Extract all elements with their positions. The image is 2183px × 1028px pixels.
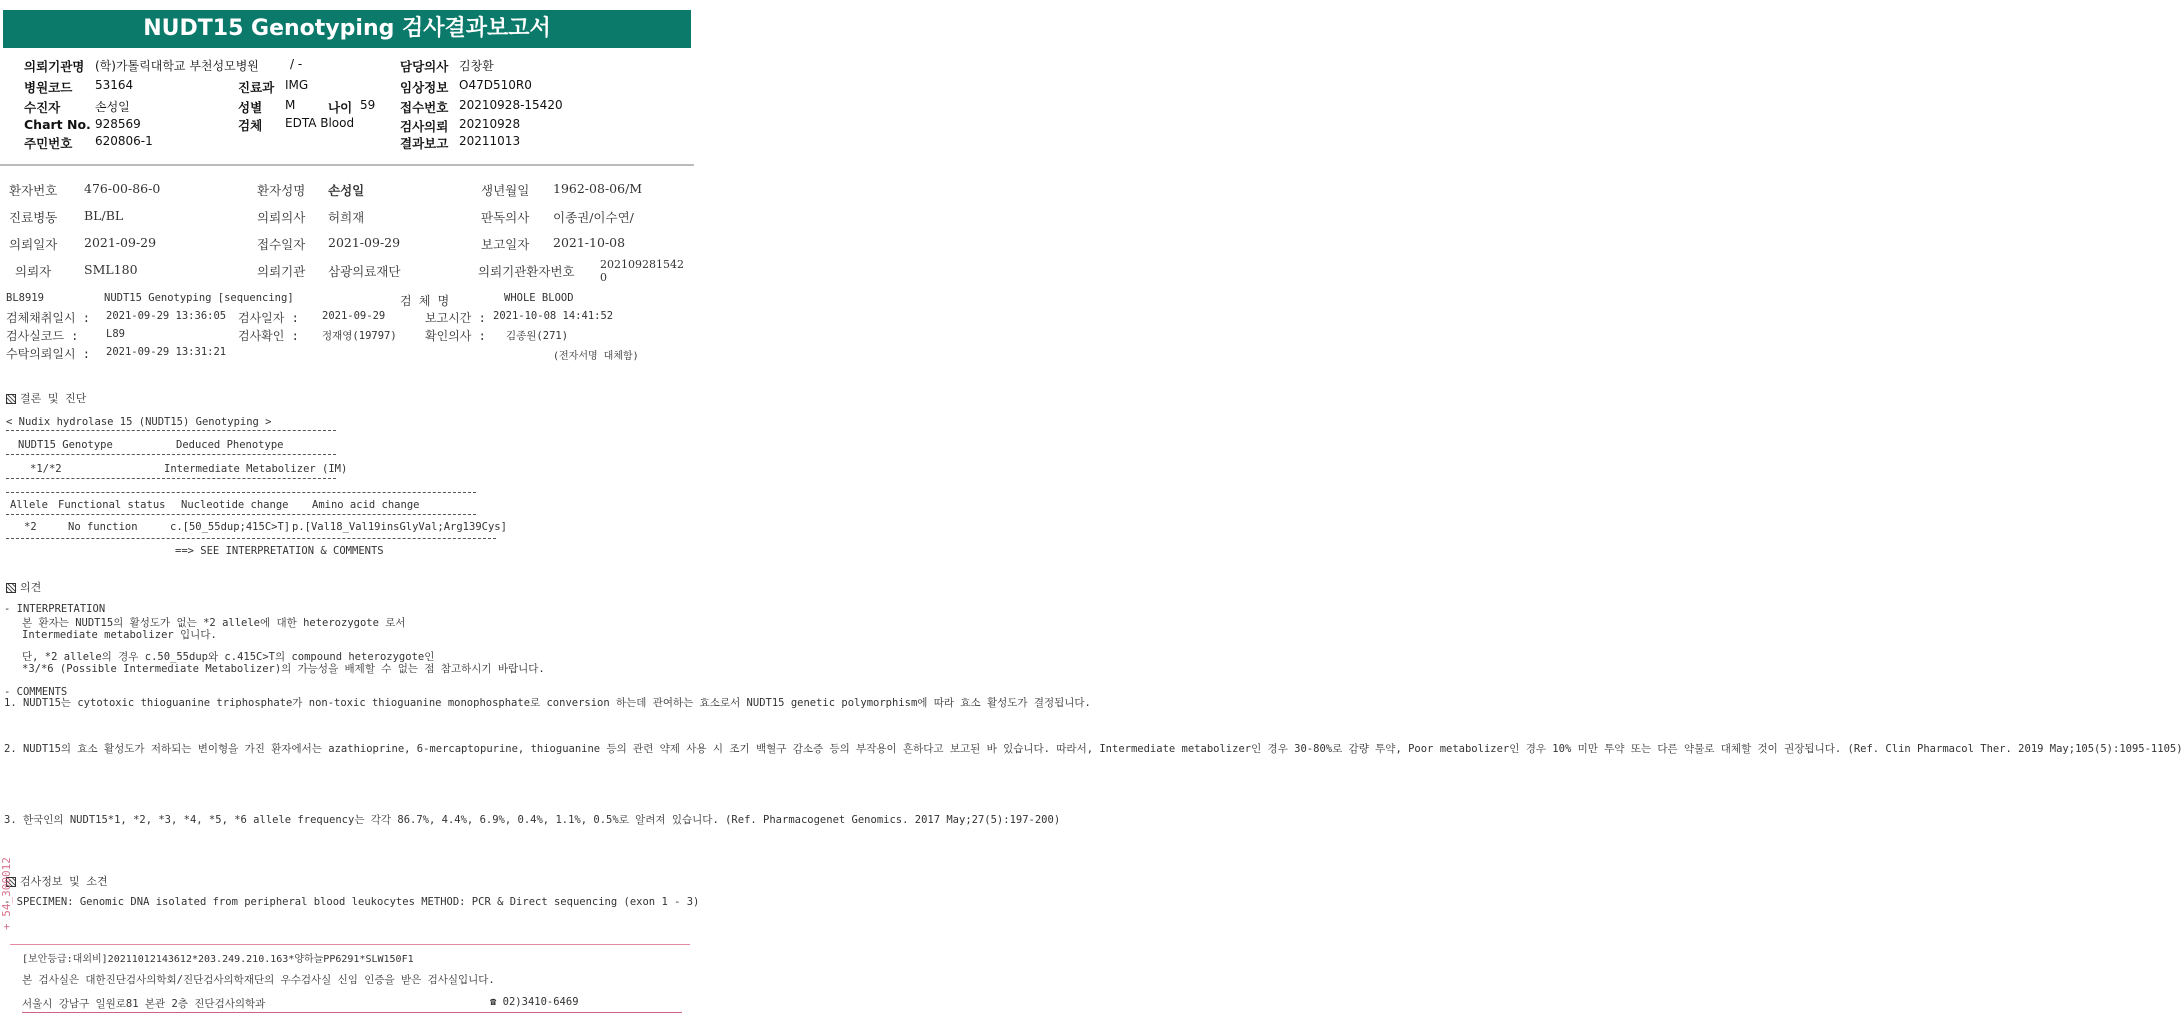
security-line: [보안등급:대외비]20211012143612*203.249.210.163*양하늘PP6291*SLW150F1 xyxy=(22,954,414,965)
rl-value: 2021-09-29 xyxy=(322,310,386,322)
phenotype-value: Intermediate Metabolizer (IM) xyxy=(164,463,348,475)
specimen-value: EDTA Blood xyxy=(285,116,355,130)
request-label: 검사의뢰 xyxy=(400,119,449,134)
rl-label: 확인의사 : xyxy=(425,329,486,343)
pi-value: 2021-10-08 xyxy=(553,235,626,250)
pi-value: SML180 xyxy=(84,262,138,277)
result-label: 결과보고 xyxy=(400,136,449,151)
patient-label: 수진자 xyxy=(24,100,61,115)
pi-value: 2021-09-29 xyxy=(328,235,401,250)
rl-label: 검사실코드 : xyxy=(6,329,79,343)
sex-value: M xyxy=(285,98,296,112)
footer-line xyxy=(10,944,690,945)
hospital-code-label: 병원코드 xyxy=(24,80,73,95)
divider xyxy=(6,454,336,455)
age-value: 59 xyxy=(360,98,376,112)
e-signature-note: (전자서명 대체함) xyxy=(553,351,639,362)
doctor-label: 담당의사 xyxy=(400,59,449,74)
interp-line: 본 환자는 NUDT15의 활성도가 없는 *2 allele에 대한 heterozygote 로서 xyxy=(22,617,406,629)
function-value: No function xyxy=(68,521,138,533)
specimen-label: 검체 xyxy=(238,118,263,133)
pi-value: 1962-08-06/M xyxy=(553,181,643,196)
pi-label: 보고일자 xyxy=(481,237,530,252)
chart-label: Chart No. xyxy=(24,117,91,132)
divider xyxy=(6,430,336,431)
ssn-label: 주민번호 xyxy=(24,136,73,151)
pi-value: 202109281542 0 xyxy=(600,258,684,284)
rl-label: 보고시간 : xyxy=(425,311,486,325)
phone-icon: ☎ xyxy=(490,996,503,1008)
pi-label: 의뢰자 xyxy=(15,264,52,279)
pi-value: 허희재 xyxy=(328,210,365,225)
request-value: 20210928 xyxy=(459,117,521,131)
doctor-value: 김창환 xyxy=(459,59,494,73)
genotype-value: *1/*2 xyxy=(30,463,62,475)
rl-value: 2021-09-29 13:36:05 xyxy=(106,310,227,322)
interp-line: *3/*6 (Possible Intermediate Metabolizer)의 가능성을 배제할 수 없는 점 참고하시기 바랍니다. xyxy=(22,663,545,675)
interp-line: 단, *2 allele의 경우 c.50_55dup와 c.415C>T의 compound heterozygote인 xyxy=(22,651,435,663)
pi-value: BL/BL xyxy=(84,208,124,223)
pi-label: 의뢰기관환자번호 xyxy=(478,264,575,279)
pi-value: 손성일 xyxy=(328,183,365,198)
pi-label: 판독의사 xyxy=(481,210,530,225)
rl-label: 검사확인 : xyxy=(238,329,299,343)
sex-label: 성별 xyxy=(238,100,263,115)
test-code: BL8919 xyxy=(6,292,44,304)
divider xyxy=(6,492,476,493)
pi-label: 의뢰의사 xyxy=(257,210,306,225)
pi-value: 이종권/이수연/ xyxy=(553,210,634,225)
receipt-label: 접수번호 xyxy=(400,100,449,115)
hospital-value: (학)가톨릭대학교 부천성모병원 xyxy=(95,59,259,73)
pi-value: 476-00-86-0 xyxy=(84,181,161,196)
test-name: NUDT15 Genotyping [sequencing] xyxy=(104,292,294,304)
header-divider xyxy=(0,164,694,166)
results-heading: < Nudix hydrolase 15 (NUDT15) Genotyping > xyxy=(6,416,272,428)
chart-value: 928569 xyxy=(95,117,141,131)
comment-1: 1. NUDT15는 cytotoxic thioguanine triphosphate가 non-toxic thioguanine monophosphate로 conversion 하는데 관여하는 효소로서 NUDT15 genetic polymorphism에 따라 효소 활성도가 결정됩니다. xyxy=(4,697,1091,709)
pi-label: 의뢰기관 xyxy=(257,264,306,279)
pi-label: 접수일자 xyxy=(257,237,306,252)
patient-value: 손성일 xyxy=(95,100,130,114)
rl-value: 정재영(19797) xyxy=(322,330,397,342)
results-section-title: 결론 및 진단 xyxy=(6,390,86,406)
result-value: 20211013 xyxy=(459,134,521,148)
amino-col-header: Amino acid change xyxy=(312,499,420,511)
dept-label: 진료과 xyxy=(238,80,275,95)
interp-line: Intermediate metabolizer 입니다. xyxy=(22,629,217,641)
rl-value: 2021-09-29 13:31:21 xyxy=(106,346,227,358)
dept-value: IMG xyxy=(285,78,309,92)
opinion-section-title: 의견 xyxy=(6,579,41,595)
rl-value: 김종원(271) xyxy=(506,330,569,342)
divider xyxy=(6,538,496,539)
section-bullet-icon xyxy=(6,394,16,404)
report-title: NUDT15 Genotyping 검사결과보고서 xyxy=(3,10,691,48)
function-col-header: Functional status xyxy=(58,499,166,511)
clinical-value: O47D510R0 xyxy=(459,78,532,92)
section-bullet-icon xyxy=(6,583,16,593)
certification-line: 본 검사실은 대한진단검사의학회/진단검사의학재단의 우수검사실 신임 인증을 받은 검사실입니다. xyxy=(22,974,495,986)
rl-label: 검사일자 : xyxy=(238,311,299,325)
pi-label: 환자성명 xyxy=(257,183,306,198)
comment-2: 2. NUDT15의 효소 활성도가 저하되는 변이형을 가진 환자에서는 azathioprine, 6-mercaptopurine, thioguanine 등의 관련 약제 사용 시 조기 백혈구 감소증 등의 부작용이 흔하다고 보고된 바 있습니다. 따라서, Intermediate metabolizer인 경우 30-80%로 감량 투약, Poor metabolizer인 경우 10% 미만 투약 또는 다른 약물로 대체할 것이 권장됩니다. (Ref. Clin Pharmacol Ther. 2019 May;105(5):1095-1105) xyxy=(4,743,2183,755)
rl-value: 2021-10-08 14:41:52 xyxy=(493,310,614,322)
pi-label: 진료병동 xyxy=(9,210,58,225)
specimen-method: - SPECIMEN: Genomic DNA isolated from peripheral blood leukocytes METHOD: PCR & Direct sequencing (exon 1 - 3) xyxy=(4,896,700,908)
allele-value: *2 xyxy=(24,521,37,533)
hospital-label: 의뢰기관명 xyxy=(24,59,85,74)
pi-value: 삼광의료재단 xyxy=(328,264,401,279)
comments-title: - COMMENTS xyxy=(4,686,68,698)
nucleotide-col-header: Nucleotide change xyxy=(181,499,289,511)
genotype-col-header: NUDT15 Genotype xyxy=(18,439,113,451)
amino-value: p.[Val18_Val19insGlyVal;Arg139Cys] xyxy=(292,521,507,533)
see-interpretation-note: ==> SEE INTERPRETATION & COMMENTS xyxy=(175,545,384,557)
age-label: 나이 xyxy=(328,100,353,115)
test-info-section-title: 검사정보 및 소견 xyxy=(6,873,108,889)
hospital-code-value: 53164 xyxy=(95,78,134,92)
address-line: 서울시 강남구 일원로81 본관 2층 진단검사의학과 xyxy=(22,998,266,1010)
receipt-value: 20210928-15420 xyxy=(459,98,563,112)
interpretation-title: - INTERPRETATION xyxy=(4,603,106,615)
rl-label: 검체채취일시 : xyxy=(6,311,91,325)
rl-label: 수탁의뢰일시 : xyxy=(6,347,91,361)
pi-label: 생년월일 xyxy=(481,183,530,198)
divider xyxy=(6,478,336,479)
comment-3: 3. 한국인의 NUDT15*1, *2, *3, *4, *5, *6 allele frequency는 각각 86.7%, 4.4%, 6.9%, 0.4%, 1.1%, 0.5%로 알려져 있습니다. (Ref. Pharmacogenet Genomics. 2017 May;27(5):197-200) xyxy=(4,814,1061,826)
allele-col-header: Allele xyxy=(10,499,48,511)
nucleotide-value: c.[50_55dup;415C>T] xyxy=(170,521,291,533)
specimen-name-label: 검 체 명 xyxy=(400,294,450,308)
phenotype-col-header: Deduced Phenotype xyxy=(176,439,284,451)
pi-label: 환자번호 xyxy=(9,183,58,198)
rl-value: L89 xyxy=(106,328,125,340)
footer-underline xyxy=(22,1012,682,1013)
hospital-extra: / - xyxy=(290,57,303,71)
clinical-label: 임상정보 xyxy=(400,80,449,95)
side-stamp: + 54_300012 xyxy=(0,857,13,930)
pi-label: 의뢰일자 xyxy=(9,237,58,252)
specimen-name-value: WHOLE BLOOD xyxy=(504,292,574,304)
phone-line: ☎ 02)3410-6469 xyxy=(490,996,579,1008)
divider xyxy=(6,514,476,515)
pi-value: 2021-09-29 xyxy=(84,235,157,250)
ssn-value: 620806-1 xyxy=(95,134,153,148)
